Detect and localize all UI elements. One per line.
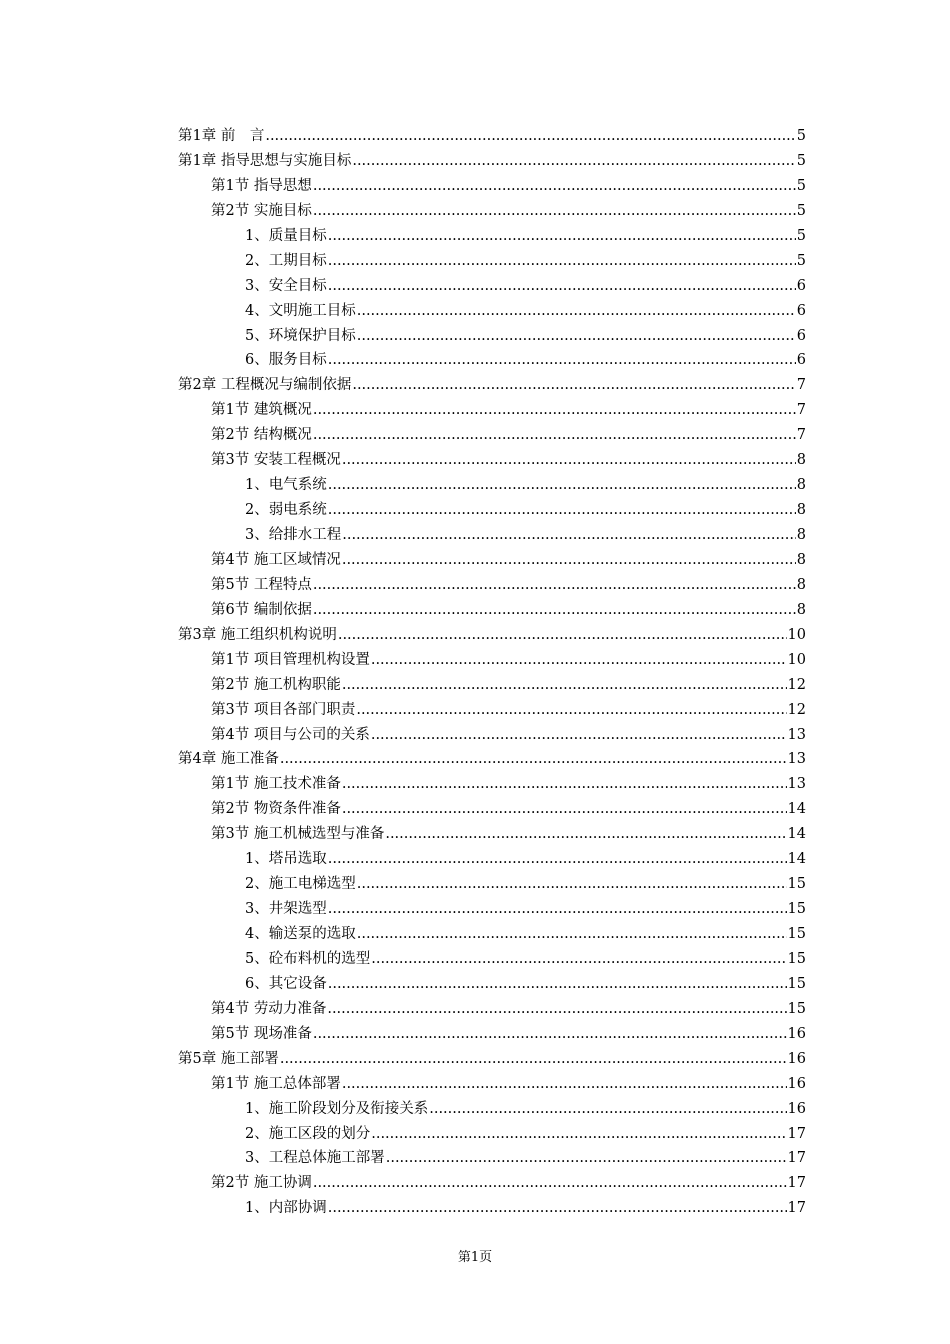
table-of-contents (178, 124, 806, 1221)
toc-entry[interactable] (178, 747, 806, 772)
toc-dot-leader (342, 797, 787, 822)
toc-entry-title: 第3节 项目各部门职责 (211, 701, 356, 718)
toc-entry-page: 8 (796, 576, 806, 593)
toc-entry-title: 井架选型 (268, 901, 327, 918)
toc-entry-title: 其它设备 (268, 975, 327, 992)
toc-entry-page: 10 (787, 626, 806, 643)
toc-dot-leader (313, 1171, 787, 1196)
toc-entry-page: 5 (796, 252, 806, 269)
toc-entry-page: 6 (796, 352, 806, 369)
toc-entry[interactable] (178, 249, 806, 274)
toc-dot-leader (342, 1072, 787, 1097)
toc-dot-leader (280, 747, 787, 772)
toc-entry[interactable] (178, 423, 806, 448)
toc-entry[interactable] (178, 1122, 806, 1147)
toc-entry-title: 内部协调 (268, 1200, 327, 1217)
toc-entry-page: 8 (796, 502, 806, 519)
toc-dot-leader (371, 648, 787, 673)
toc-entry-title: 工程总体施工部署 (268, 1150, 385, 1167)
toc-dot-leader (328, 972, 787, 997)
toc-entry-number: 5、 (245, 950, 269, 967)
toc-entry-page: 5 (796, 128, 806, 144)
toc-dot-leader (342, 548, 796, 573)
toc-entry-title: 输送泵的选取 (268, 926, 356, 942)
toc-dot-leader (313, 598, 796, 623)
toc-entry-page: 16 (787, 1100, 806, 1117)
toc-entry[interactable] (178, 947, 806, 972)
toc-entry-page: 12 (787, 676, 806, 693)
toc-dot-leader (371, 1122, 786, 1147)
toc-entry[interactable] (178, 897, 806, 922)
toc-entry-page: 14 (787, 851, 806, 868)
toc-dot-leader (313, 423, 796, 448)
toc-entry-page: 10 (787, 651, 806, 668)
toc-entry-page: 17 (787, 1175, 806, 1192)
toc-entry-page: 16 (787, 1025, 806, 1042)
toc-entry[interactable] (178, 1097, 806, 1122)
toc-entry[interactable] (178, 224, 806, 249)
toc-dot-leader (386, 1146, 787, 1171)
toc-entry-page: 7 (796, 402, 806, 419)
toc-entry-title: 施工阶段划分及衔接关系 (268, 1100, 429, 1117)
toc-entry-page: 16 (787, 1075, 806, 1092)
toc-entry-title: 施工区段的划分 (268, 1125, 371, 1142)
toc-entry[interactable] (178, 498, 806, 523)
toc-entry-page: 15 (787, 1000, 806, 1017)
toc-entry-title: 电气系统 (268, 477, 327, 494)
toc-dot-leader (313, 199, 796, 224)
toc-entry[interactable] (178, 872, 806, 897)
toc-entry-page: 6 (796, 277, 806, 294)
toc-entry-title: 安全目标 (268, 277, 327, 294)
toc-entry-number: 1、 (245, 1100, 269, 1117)
toc-entry-title: 给排水工程 (268, 527, 342, 543)
toc-entry-page: 5 (796, 227, 806, 244)
toc-entry-title: 第2节 物资条件准备 (211, 801, 341, 818)
toc-entry-number: 1、 (245, 1200, 269, 1217)
toc-entry-number: 5、 (245, 327, 269, 344)
toc-entry-title: 第4章 施工准备 (178, 751, 279, 768)
toc-dot-leader (328, 897, 787, 922)
toc-entry-number: 1、 (245, 477, 269, 494)
toc-entry-title: 施工电梯选型 (268, 876, 356, 893)
toc-entry-title: 第4节 项目与公司的关系 (211, 726, 370, 743)
toc-entry-title: 弱电系统 (268, 502, 327, 519)
toc-entry-page: 8 (796, 601, 806, 618)
toc-entry-title: 第6节 编制依据 (211, 601, 312, 618)
toc-dot-leader (313, 573, 796, 598)
toc-entry-page: 17 (787, 1150, 806, 1167)
toc-entry[interactable] (178, 648, 806, 673)
toc-entry-number: 2、 (245, 876, 269, 893)
toc-entry-title: 第3节 施工机械选型与准备 (211, 826, 385, 843)
toc-entry-title: 工期目标 (268, 252, 327, 269)
toc-dot-leader (328, 274, 796, 299)
toc-entry-title: 第1章 指导思想与实施目标 (178, 152, 352, 169)
toc-entry-title: 第2节 结构概况 (211, 427, 312, 444)
toc-entry-number: 3、 (245, 1150, 269, 1167)
toc-entry-title: 第1章 前 言 (178, 128, 265, 144)
toc-entry-title: 砼布料机的选型 (268, 950, 371, 967)
toc-entry-title: 第1节 施工技术准备 (211, 776, 341, 793)
toc-entry-page: 13 (787, 751, 806, 768)
toc-entry[interactable] (178, 348, 806, 373)
toc-entry-page: 13 (787, 726, 806, 743)
toc-entry-title: 第5节 工程特点 (211, 576, 312, 593)
toc-entry-title: 第5节 现场准备 (211, 1025, 312, 1042)
toc-entry-page: 7 (796, 427, 806, 444)
toc-entry-number: 1、 (245, 227, 269, 244)
toc-entry-title: 塔吊选取 (268, 851, 327, 868)
toc-entry-title: 第1节 施工总体部署 (211, 1075, 341, 1092)
toc-dot-leader (328, 1196, 787, 1221)
toc-dot-leader (429, 1097, 786, 1122)
toc-entry[interactable] (178, 149, 806, 174)
toc-entry[interactable] (178, 698, 806, 723)
toc-dot-leader (313, 1022, 787, 1047)
toc-dot-leader (357, 324, 796, 349)
toc-entry[interactable] (178, 573, 806, 598)
toc-entry-page: 6 (796, 327, 806, 344)
toc-dot-leader (352, 373, 795, 398)
toc-entry[interactable] (178, 598, 806, 623)
toc-entry-page: 5 (796, 152, 806, 169)
toc-entry-title: 第2节 实施目标 (211, 202, 312, 219)
toc-entry-number: 1、 (245, 851, 269, 868)
toc-dot-leader (357, 922, 787, 947)
toc-dot-leader (357, 872, 787, 897)
toc-entry-number: 3、 (245, 527, 269, 543)
toc-dot-leader (338, 623, 787, 648)
toc-entry-title: 环境保护目标 (268, 327, 356, 344)
toc-entry-page: 8 (796, 477, 806, 494)
toc-entry-number: 2、 (245, 502, 269, 519)
toc-dot-leader (280, 1047, 787, 1072)
toc-dot-leader (328, 224, 796, 249)
toc-entry-title: 第3章 施工组织机构说明 (178, 626, 337, 643)
toc-entry[interactable] (178, 1022, 806, 1047)
toc-entry-title: 第2节 施工协调 (211, 1175, 312, 1192)
toc-entry[interactable] (178, 124, 806, 149)
toc-dot-leader (328, 473, 796, 498)
toc-entry-page: 8 (796, 527, 806, 543)
toc-dot-leader (371, 723, 787, 748)
toc-entry[interactable] (178, 473, 806, 498)
toc-entry-number: 6、 (245, 975, 269, 992)
page-number: 第1页 (457, 1250, 493, 1265)
toc-dot-leader (328, 348, 796, 373)
toc-entry[interactable] (178, 324, 806, 349)
toc-dot-leader (342, 523, 796, 548)
toc-entry[interactable] (178, 847, 806, 872)
toc-entry-number: 4、 (245, 302, 269, 319)
toc-dot-leader (328, 249, 796, 274)
toc-entry-title: 第3节 安装工程概况 (211, 452, 341, 469)
toc-entry-title: 第2章 工程概况与编制依据 (178, 377, 352, 394)
toc-entry[interactable] (178, 972, 806, 997)
toc-entry[interactable] (178, 772, 806, 797)
toc-dot-leader (371, 947, 786, 972)
toc-entry-page: 15 (787, 950, 806, 967)
toc-entry[interactable] (178, 997, 806, 1022)
toc-entry-title: 第1节 项目管理机构设置 (211, 651, 370, 668)
toc-entry[interactable] (178, 373, 806, 398)
toc-entry[interactable] (178, 1072, 806, 1097)
toc-dot-leader (385, 822, 786, 847)
toc-entry[interactable] (178, 523, 806, 548)
toc-entry-title: 第2节 施工机构职能 (211, 676, 341, 693)
toc-dot-leader (265, 124, 795, 149)
toc-entry-page: 14 (787, 801, 806, 818)
toc-entry-number: 2、 (245, 1125, 269, 1142)
toc-dot-leader (342, 673, 787, 698)
toc-dot-leader (357, 299, 796, 324)
toc-entry-page: 15 (787, 901, 806, 918)
toc-dot-leader (356, 698, 786, 723)
toc-entry-page: 5 (796, 177, 806, 194)
toc-entry[interactable] (178, 797, 806, 822)
toc-entry-page: 15 (787, 975, 806, 992)
toc-entry-title: 第5章 施工部署 (178, 1050, 279, 1067)
toc-entry-title: 第4节 劳动力准备 (211, 1000, 327, 1017)
toc-entry-number: 3、 (245, 901, 269, 918)
toc-dot-leader (313, 398, 796, 423)
toc-entry[interactable] (178, 1146, 806, 1171)
toc-entry-page: 16 (787, 1050, 806, 1067)
toc-entry-title: 文明施工目标 (268, 302, 356, 319)
toc-entry-number: 4、 (245, 926, 269, 942)
toc-entry-title: 质量目标 (268, 227, 327, 244)
toc-entry-page: 14 (787, 826, 806, 843)
toc-entry[interactable] (178, 623, 806, 648)
toc-entry-page: 7 (796, 377, 806, 394)
toc-dot-leader (328, 847, 787, 872)
toc-entry[interactable] (178, 673, 806, 698)
toc-dot-leader (327, 997, 786, 1022)
toc-entry[interactable] (178, 174, 806, 199)
toc-entry-title: 第4节 施工区域情况 (211, 551, 341, 568)
toc-dot-leader (342, 772, 787, 797)
page-footer (0, 1246, 950, 1265)
toc-entry[interactable] (178, 274, 806, 299)
toc-entry[interactable] (178, 199, 806, 224)
toc-entry-page: 8 (796, 551, 806, 568)
toc-entry-title: 第1节 指导思想 (211, 177, 312, 194)
toc-dot-leader (342, 448, 796, 473)
toc-entry[interactable] (178, 548, 806, 573)
toc-entry-page: 15 (787, 876, 806, 893)
toc-entry-page: 6 (796, 302, 806, 319)
toc-entry[interactable] (178, 1047, 806, 1072)
toc-entry[interactable] (178, 448, 806, 473)
toc-entry-title: 服务目标 (268, 352, 327, 369)
toc-entry-number: 2、 (245, 252, 269, 269)
toc-entry-page: 12 (787, 701, 806, 718)
toc-entry[interactable] (178, 822, 806, 847)
toc-entry[interactable] (178, 1196, 806, 1221)
toc-dot-leader (313, 174, 796, 199)
toc-entry[interactable] (178, 922, 806, 947)
toc-entry-page: 8 (796, 452, 806, 469)
toc-entry-page: 17 (787, 1125, 806, 1142)
toc-entry-page: 17 (787, 1200, 806, 1217)
toc-dot-leader (352, 149, 795, 174)
toc-entry-number: 6、 (245, 352, 269, 369)
toc-entry[interactable] (178, 398, 806, 423)
toc-entry-page: 15 (787, 926, 806, 942)
toc-entry[interactable] (178, 299, 806, 324)
toc-entry[interactable] (178, 723, 806, 748)
toc-entry-page: 5 (796, 202, 806, 219)
toc-entry-page: 13 (787, 776, 806, 793)
toc-entry-number: 3、 (245, 277, 269, 294)
toc-dot-leader (328, 498, 796, 523)
toc-entry[interactable] (178, 1171, 806, 1196)
toc-entry-title: 第1节 建筑概况 (211, 402, 312, 419)
